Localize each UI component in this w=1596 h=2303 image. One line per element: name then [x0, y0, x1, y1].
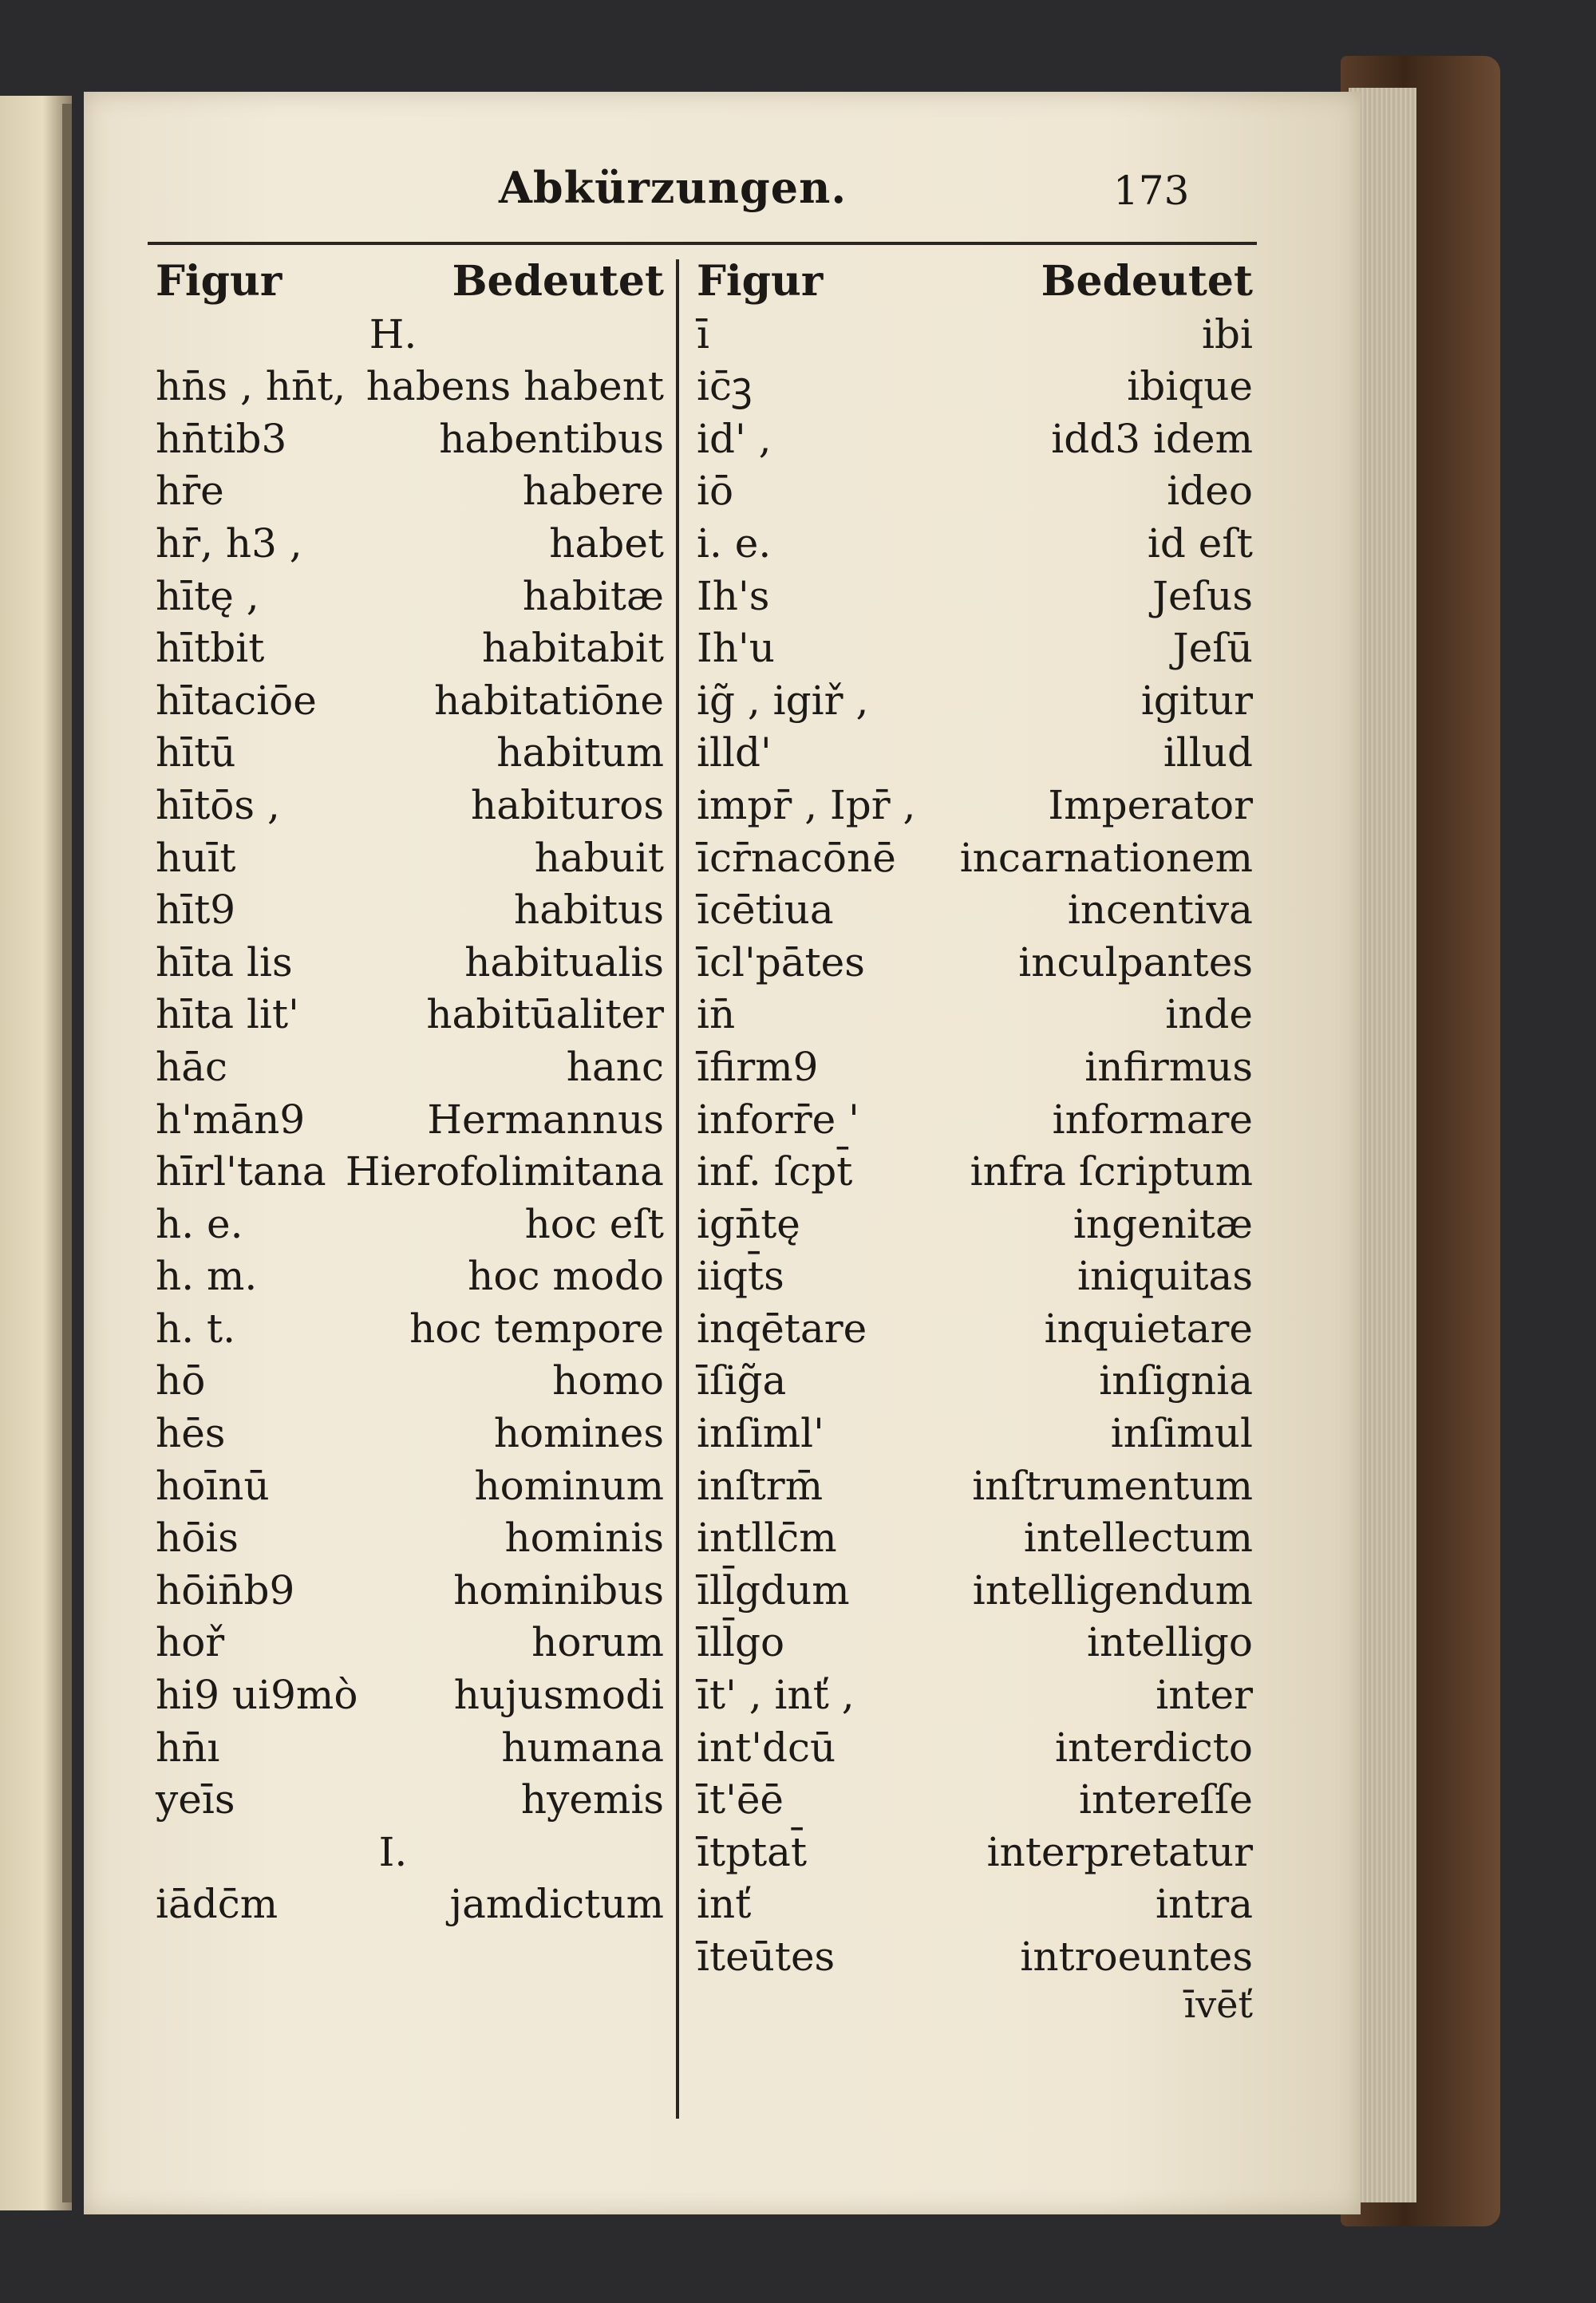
abbreviation-meaning: hoc modo [468, 1253, 664, 1300]
abbreviation-meaning: interpretatur [986, 1828, 1253, 1875]
abbreviation-meaning: idd3 idem [1051, 415, 1253, 462]
abbreviation-figure: id' , [697, 415, 772, 462]
abbreviation-row [148, 1460, 670, 1512]
abbreviation-figure: ī [697, 310, 709, 357]
abbreviation-row [689, 779, 1259, 832]
abbreviation-meaning: ideo [1167, 468, 1253, 515]
abbreviation-figure: in̄ [697, 991, 736, 1038]
abbreviation-meaning: ingenitæ [1073, 1200, 1253, 1247]
abbreviation-row [689, 1354, 1259, 1407]
section-letter-text: I. [378, 1828, 408, 1875]
abbreviation-figure: ig̃ , igiř , [697, 677, 869, 724]
abbreviation-figure: iō [697, 468, 734, 515]
abbreviation-figure: h. m. [156, 1253, 258, 1300]
abbreviation-figure: īteūtes [697, 1934, 836, 1980]
abbreviation-row [148, 1773, 670, 1826]
abbreviation-figure: hn̄s , hn̄t, [156, 363, 346, 410]
abbreviation-meaning: habitualis [464, 938, 664, 986]
abbreviation-figure: hoř [156, 1619, 225, 1666]
abbreviation-figure: hīta lis [156, 938, 293, 986]
abbreviation-meaning: habitatiōne [434, 677, 664, 724]
abbreviation-figure: hn̄tib3 [156, 415, 287, 462]
abbreviation-meaning: intellectum [1023, 1515, 1253, 1562]
abbreviation-row [148, 1041, 670, 1093]
abbreviation-row [148, 1198, 670, 1250]
abbreviation-figure: iādc̄m [156, 1881, 279, 1928]
abbreviation-row [689, 570, 1259, 622]
abbreviation-figure: hīrl'tana [156, 1148, 326, 1195]
abbreviation-row [689, 1407, 1259, 1460]
abbreviation-row [689, 1669, 1259, 1721]
abbreviation-figure: yeīs [156, 1776, 235, 1823]
page-number: 173 [1113, 168, 1190, 214]
abbreviation-row [689, 1041, 1259, 1093]
abbreviation-meaning: hominis [504, 1515, 664, 1562]
abbreviation-row [148, 936, 670, 989]
abbreviation-figure: hītōs , [156, 781, 280, 828]
abbreviation-row [689, 1878, 1259, 1930]
section-letter-text: H. [369, 310, 417, 357]
abbreviation-row [689, 1302, 1259, 1355]
abbreviation-meaning: incarnationem [959, 834, 1253, 881]
abbreviation-figure: Ih'u [697, 625, 775, 672]
abbreviation-meaning: intelligendum [972, 1566, 1253, 1614]
abbreviation-row [689, 1511, 1259, 1564]
abbreviation-figure: hītę , [156, 572, 259, 619]
abbreviation-row [689, 308, 1259, 361]
left-column [148, 255, 670, 1930]
abbreviation-figure: inť [697, 1881, 752, 1928]
abbreviation-row [689, 622, 1259, 674]
abbreviation-figure: impr̄ , Ipr̄ , [697, 781, 916, 828]
abbreviation-figure: hēs [156, 1410, 226, 1457]
abbreviation-meaning: habentibus [439, 415, 664, 462]
abbreviation-meaning: hanc [566, 1043, 664, 1090]
abbreviation-meaning: Jeſus [1152, 572, 1253, 619]
column-divider [676, 259, 679, 2119]
abbreviation-row [689, 1826, 1259, 1878]
abbreviation-figure: intllc̄m [697, 1515, 837, 1562]
abbreviation-meaning: hoc eſt [524, 1200, 664, 1247]
abbreviation-row [689, 360, 1259, 413]
abbreviation-row [689, 1198, 1259, 1250]
abbreviation-meaning: jamdictum [449, 1881, 664, 1928]
abbreviation-figure: īfirm9 [697, 1043, 819, 1090]
abbreviation-row [148, 1878, 670, 1930]
abbreviation-row [689, 1093, 1259, 1146]
abbreviation-row [689, 1616, 1259, 1669]
abbreviation-meaning: intereſſe [1079, 1776, 1253, 1823]
abbreviation-meaning: horum [531, 1619, 664, 1666]
abbreviation-meaning: Jeſū [1172, 625, 1253, 672]
abbreviation-row [689, 1721, 1259, 1774]
right-column [689, 255, 1259, 2026]
abbreviation-figure: hoīnū [156, 1462, 270, 1509]
abbreviation-figure: hītū [156, 729, 236, 776]
abbreviation-figure: inforr̄e ' [697, 1096, 859, 1143]
abbreviation-figure: hi9 ui9mò [156, 1672, 358, 1719]
abbreviation-meaning: intelligo [1087, 1619, 1253, 1666]
abbreviation-figure: h'mān9 [156, 1096, 306, 1143]
abbreviation-meaning: infirmus [1084, 1043, 1253, 1090]
abbreviation-row [148, 360, 670, 413]
abbreviation-meaning: inquietare [1044, 1305, 1253, 1352]
abbreviation-meaning: habituros [471, 781, 664, 828]
abbreviation-row [148, 674, 670, 727]
abbreviation-row [689, 1773, 1259, 1826]
abbreviation-meaning: humana [501, 1724, 664, 1771]
abbreviation-meaning: informare [1052, 1096, 1253, 1143]
abbreviation-meaning: habitūaliter [426, 991, 664, 1038]
abbreviation-meaning: homo [552, 1357, 664, 1404]
abbreviation-figure: inſiml' [697, 1410, 824, 1457]
abbreviation-figure: īt'ēē [697, 1776, 784, 1823]
header-rule [148, 242, 1257, 245]
abbreviation-figure: inqētare [697, 1305, 867, 1352]
abbreviation-figure: ītptat̄ [697, 1828, 808, 1875]
abbreviation-row [689, 936, 1259, 989]
abbreviation-meaning: habens habent [365, 363, 664, 410]
abbreviation-figure: hītaciōe [156, 677, 317, 724]
column-header-figure: Figur [697, 257, 824, 306]
left-entries [148, 308, 670, 1930]
abbreviation-meaning: hominibus [453, 1566, 664, 1614]
abbreviation-figure: iiqt̄s [697, 1253, 784, 1300]
abbreviation-figure: hr̄e [156, 468, 224, 515]
abbreviation-figure: hīt9 [156, 887, 236, 934]
abbreviation-figure: inf. ſcpt̄ [697, 1148, 853, 1195]
abbreviation-meaning: hujusmodi [453, 1672, 664, 1719]
abbreviation-meaning: inde [1165, 991, 1253, 1038]
abbreviation-row [148, 570, 670, 622]
abbreviation-figure: īt' , inť , [697, 1672, 855, 1719]
abbreviation-meaning: ibique [1127, 363, 1253, 410]
abbreviation-meaning: illud [1163, 729, 1253, 776]
abbreviation-row [148, 1616, 670, 1669]
abbreviation-row [148, 1093, 670, 1146]
catchword: īvēť [1183, 1982, 1253, 2026]
abbreviation-figure: i. e. [697, 519, 772, 567]
abbreviation-figure: īll̄go [697, 1619, 785, 1666]
abbreviation-meaning: Hierofolimitana [345, 1148, 664, 1195]
abbreviation-meaning: incentiva [1067, 887, 1253, 934]
abbreviation-meaning: Hermannus [427, 1096, 664, 1143]
abbreviation-row [689, 832, 1259, 884]
abbreviation-meaning: homines [493, 1410, 664, 1457]
column-header [148, 255, 670, 308]
abbreviation-figure: illd' [697, 729, 772, 776]
abbreviation-row [148, 1564, 670, 1617]
abbreviation-row [689, 1250, 1259, 1302]
abbreviation-meaning: intra [1156, 1881, 1253, 1928]
abbreviation-row [148, 413, 670, 465]
abbreviation-meaning: inſignia [1099, 1357, 1253, 1404]
abbreviation-meaning: introeuntes [1020, 1934, 1253, 1980]
abbreviation-figure: īcētiua [697, 887, 834, 934]
abbreviation-figure: hō [156, 1357, 206, 1404]
book-page [84, 92, 1361, 2214]
abbreviation-row [689, 726, 1259, 779]
abbreviation-meaning: habitæ [522, 572, 664, 619]
abbreviation-meaning: igitur [1140, 677, 1253, 724]
abbreviation-figure: hōin̄b9 [156, 1566, 295, 1614]
column-header-meaning: Bedeutet [452, 257, 664, 306]
abbreviation-figure: īll̄gdum [697, 1566, 850, 1614]
section-letter [148, 1826, 670, 1878]
abbreviation-meaning: habuit [534, 834, 664, 881]
abbreviation-row [689, 1930, 1259, 1983]
abbreviation-meaning: inculpantes [1018, 938, 1253, 986]
abbreviation-row [689, 1564, 1259, 1617]
abbreviation-meaning: inſimul [1110, 1410, 1253, 1457]
section-letter [148, 308, 670, 361]
abbreviation-meaning: hyemis [520, 1776, 664, 1823]
abbreviation-row [148, 1354, 670, 1407]
abbreviation-figure: hōis [156, 1515, 239, 1562]
abbreviation-meaning: hoc tempore [409, 1305, 664, 1352]
abbreviation-meaning: habitabit [481, 625, 664, 672]
abbreviation-row [148, 726, 670, 779]
abbreviation-meaning: id eſt [1147, 519, 1253, 567]
abbreviation-meaning: habitum [496, 729, 664, 776]
abbreviation-figure: hn̄ı [156, 1724, 220, 1771]
column-header-figure: Figur [156, 257, 282, 306]
abbreviation-row [689, 1145, 1259, 1198]
abbreviation-row [148, 988, 670, 1041]
running-title: Abkürzungen. [499, 162, 847, 213]
abbreviation-meaning: ibi [1202, 310, 1253, 357]
abbreviation-meaning: Imperator [1048, 781, 1253, 828]
abbreviation-row [148, 1302, 670, 1355]
abbreviation-row [689, 413, 1259, 465]
column-header [689, 255, 1259, 308]
abbreviation-meaning: iniquitas [1077, 1253, 1253, 1300]
page-header [84, 92, 1361, 251]
abbreviation-row [148, 1669, 670, 1721]
gutter-shadow [62, 104, 72, 2202]
abbreviation-figure: h. t. [156, 1305, 235, 1352]
abbreviation-meaning: habitus [514, 887, 664, 934]
abbreviation-figure: inſtrm̄ [697, 1462, 824, 1509]
abbreviation-row [148, 622, 670, 674]
column-header-meaning: Bedeutet [1041, 257, 1253, 306]
abbreviation-figure: ic̄ꝫ [697, 363, 753, 410]
abbreviation-figure: hīta lit' [156, 991, 299, 1038]
right-entries [689, 308, 1259, 1983]
abbreviation-row [148, 779, 670, 832]
abbreviation-row [689, 988, 1259, 1041]
abbreviation-figure: huīt [156, 834, 236, 881]
abbreviation-figure: ign̄tę [697, 1200, 800, 1247]
abbreviation-figure: hr̄, h3 , [156, 519, 302, 567]
abbreviation-meaning: habere [522, 468, 664, 515]
abbreviation-row [689, 674, 1259, 727]
abbreviation-row [689, 1460, 1259, 1512]
abbreviation-row [689, 517, 1259, 570]
abbreviation-meaning: interdicto [1055, 1724, 1253, 1771]
abbreviation-meaning: hominum [474, 1462, 664, 1509]
abbreviation-meaning: inter [1156, 1672, 1253, 1719]
abbreviation-figure: hāc [156, 1043, 228, 1090]
abbreviation-figure: īſig̃a [697, 1357, 787, 1404]
abbreviation-figure: Ih's [697, 572, 770, 619]
abbreviation-row [689, 883, 1259, 936]
abbreviation-figure: īcr̄nacōnē [697, 834, 896, 881]
abbreviation-figure: hītbit [156, 625, 265, 672]
abbreviation-row [148, 517, 670, 570]
abbreviation-meaning: inſtrumentum [972, 1462, 1253, 1509]
abbreviation-row [148, 464, 670, 517]
abbreviation-row [148, 1250, 670, 1302]
abbreviation-row [148, 1511, 670, 1564]
abbreviation-row [148, 1721, 670, 1774]
abbreviation-row [148, 1407, 670, 1460]
abbreviation-figure: h. e. [156, 1200, 243, 1247]
abbreviation-figure: īcl'pātes [697, 938, 865, 986]
abbreviation-row [148, 832, 670, 884]
abbreviation-meaning: habet [549, 519, 664, 567]
abbreviation-row [148, 1145, 670, 1198]
abbreviation-meaning: infra ſcriptum [970, 1148, 1253, 1195]
left-page-edge [0, 96, 72, 2210]
abbreviation-figure: int'dcū [697, 1724, 836, 1771]
abbreviation-row [689, 464, 1259, 517]
abbreviation-row [148, 883, 670, 936]
